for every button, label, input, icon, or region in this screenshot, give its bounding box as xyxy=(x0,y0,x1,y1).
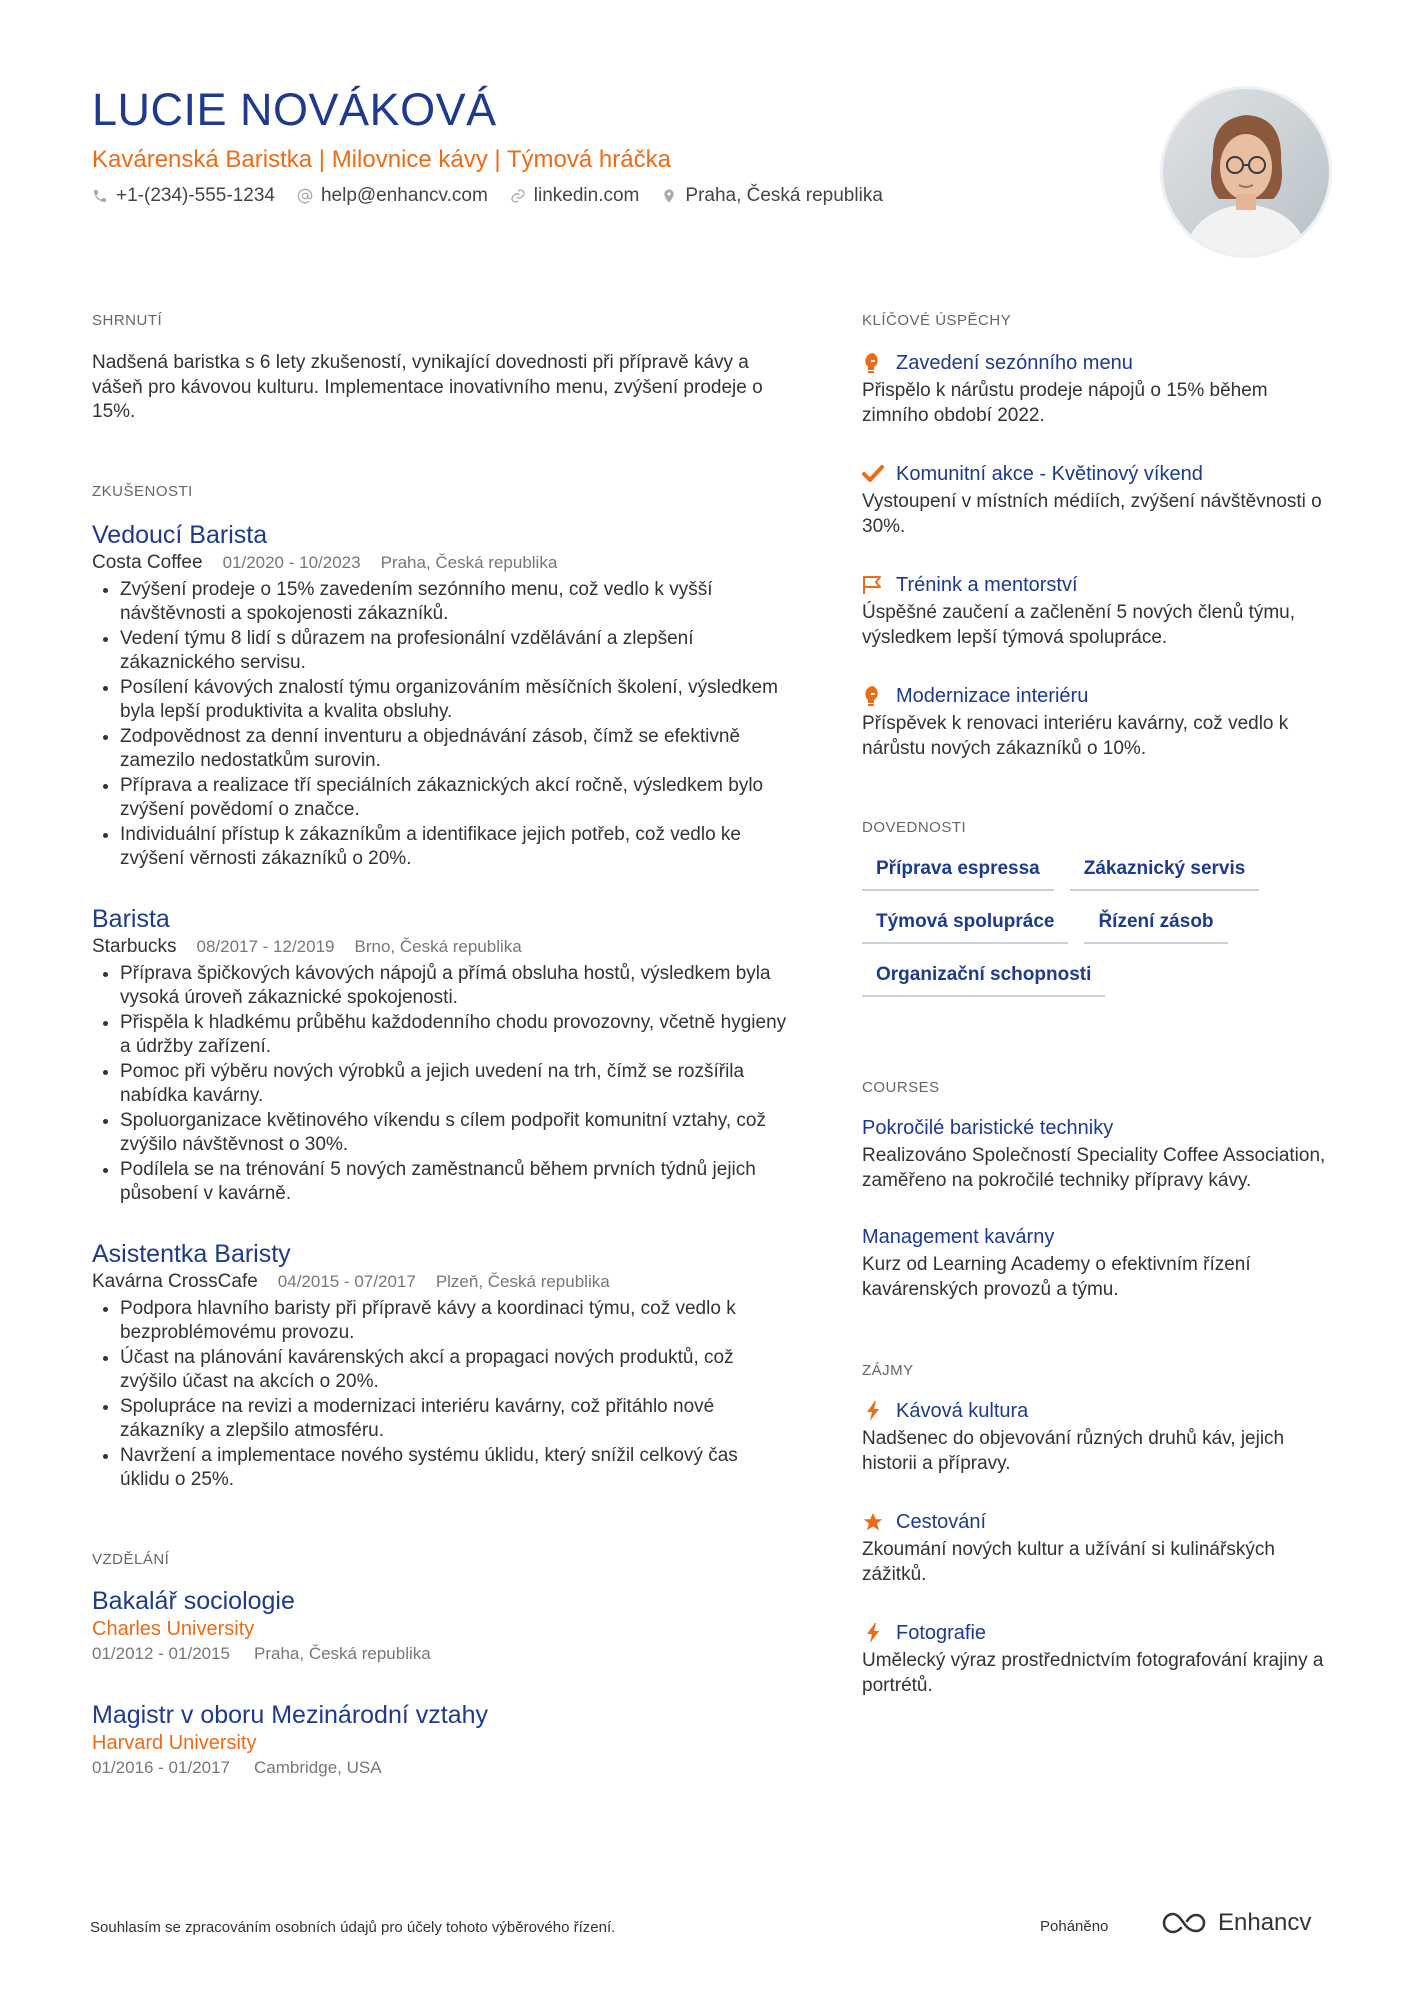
course-title: Pokročilé baristické techniky xyxy=(862,1117,1114,1139)
interest-title: Fotografie xyxy=(896,1622,987,1644)
course-item xyxy=(862,1114,1332,1193)
star-icon xyxy=(862,1511,884,1533)
left-column xyxy=(92,312,792,1780)
interest-title: Cestování xyxy=(896,1511,987,1533)
lightbulb-icon xyxy=(862,685,884,707)
powered-by-label: Poháněno xyxy=(1040,1918,1109,1935)
contact-phone[interactable] xyxy=(92,185,275,207)
job-bullets xyxy=(92,1297,792,1493)
bullet-item: • Účast na plánování kavárenských akcí a propagaci nových produktů, což zvýšilo účast na akcích o 20%. xyxy=(120,1346,792,1395)
bullet-item: • Zodpovědnost za denní inventuru a objednávání zásob, čímž se efektivně zamezilo nedostatkům surovin. xyxy=(120,725,792,774)
school: Charles University xyxy=(92,1617,255,1640)
bullet-item: • Posílení kávových znalostí týmu organizováním měsíčních školení, výsledkem byla lepší produktivita a kvalita obsluhy. xyxy=(120,676,792,725)
interests-heading: ZÁJMY xyxy=(862,1362,914,1379)
location-pin-icon xyxy=(661,188,677,204)
interest-desc: Umělecký výraz prostřednictvím fotografování krajiny a portrétů. xyxy=(862,1650,1324,1696)
job-dates: 01/2020 - 10/2023 xyxy=(222,552,361,572)
achievement-title: Modernizace interiéru xyxy=(896,685,1089,707)
interest-desc: Zkoumání nových kultur a užívání si kulinářských zážitků. xyxy=(862,1539,1275,1585)
skills-list xyxy=(862,850,1342,1009)
contact-location xyxy=(661,185,883,207)
achievement-desc: Příspěvek k renovaci interiéru kavárny, což vedlo k nárůstu nových zákazníků o 10%. xyxy=(862,713,1289,759)
job-title: Barista xyxy=(92,904,170,933)
bullet-item: • Individuální přístup k zákazníkům a identifikace jejich potřeb, což vedlo ke zvýšení věrnosti zákazníků o 20%. xyxy=(120,823,792,872)
bullet-item: • Podílela se na trénování 5 nových zaměstnanců během prvních týdnů jejich působení v kavárně. xyxy=(120,1158,792,1207)
education-meta xyxy=(92,1642,792,1666)
achievement-title: Zavedení sezónního menu xyxy=(896,352,1133,374)
job-location: Brno, Česká republika xyxy=(354,936,522,956)
course-desc: Realizováno Společností Speciality Coffee Association, zaměřeno na pokročilé techniky přípravy kávy. xyxy=(862,1145,1326,1191)
tagline-item: Týmová hráčka xyxy=(506,146,671,173)
job-meta xyxy=(92,1269,792,1295)
brand-logo[interactable] xyxy=(1160,1909,1311,1937)
interest-item xyxy=(862,1397,1332,1476)
portrait-image xyxy=(1163,89,1329,255)
flag-icon xyxy=(862,574,884,596)
job-entry xyxy=(92,904,792,1207)
degree: Bakalář sociologie xyxy=(92,1586,295,1615)
location-text: Praha, Česká republika xyxy=(685,185,883,206)
bullet-item: • Navržení a implementace nového systému úklidu, který snížil celkový čas úklidu o 25%. xyxy=(120,1444,792,1493)
experience-heading: ZKUŠENOSTI xyxy=(92,482,193,500)
bullet-item: • Pomoc při výběru nových výrobků a jejich uvedení na trh, čímž se rozšířila nabídka kavárny. xyxy=(120,1060,792,1109)
job-bullets xyxy=(92,962,792,1207)
achievement-item xyxy=(862,682,1332,761)
contact-email[interactable] xyxy=(297,185,488,207)
lightbulb-icon xyxy=(862,352,884,374)
achievement-title: Komunitní akce - Květinový víkend xyxy=(896,463,1203,485)
company: Kavárna CrossCafe xyxy=(92,1270,258,1292)
job-location: Praha, Česká republika xyxy=(380,552,558,572)
brand-name: Enhancv xyxy=(1218,1909,1312,1936)
education-location: Cambridge, USA xyxy=(254,1757,382,1777)
achievements-heading: KLÍČOVÉ ÚSPĚCHY xyxy=(862,312,1012,329)
at-icon xyxy=(297,188,313,204)
company: Starbucks xyxy=(92,935,177,957)
lightning-icon xyxy=(862,1622,884,1644)
bullet-item: • Přispěla k hladkému průběhu každodenního chodu provozovny, včetně hygieny a údržby zařízení. xyxy=(120,1011,792,1060)
consent-note: Souhlasím se zpracováním osobních údajů pro účely tohoto výběrového řízení. xyxy=(90,1919,616,1936)
enhancv-logo-icon xyxy=(1160,1910,1208,1936)
interest-item xyxy=(862,1619,1332,1698)
achievement-desc: Přispělo k nárůstu prodeje nápojů o 15% během zimního období 2022. xyxy=(862,380,1268,426)
bullet-item: • Podpora hlavního baristy při přípravě kávy a koordinaci týmu, což vedlo k bezproblémovému provozu. xyxy=(120,1297,792,1346)
achievement-desc: Úspěšné zaučení a začlenění 5 nových členů týmu, výsledkem lepší týmová spolupráce. xyxy=(862,602,1296,648)
achievement-item xyxy=(862,349,1332,428)
job-title: Vedoucí Barista xyxy=(92,520,268,549)
contact-bar xyxy=(92,185,883,207)
link-icon xyxy=(510,188,526,204)
job-location: Plzeň, Česká republika xyxy=(435,1271,610,1291)
interest-item xyxy=(862,1508,1332,1587)
education-dates: 01/2012 - 01/2015 xyxy=(92,1643,231,1663)
tagline-item: Kavárenská Baristka xyxy=(92,146,313,173)
course-item xyxy=(862,1223,1332,1302)
education-dates: 01/2016 - 01/2017 xyxy=(92,1757,231,1777)
education-entry xyxy=(92,1586,792,1666)
courses-heading: COURSES xyxy=(862,1079,940,1096)
job-dates: 04/2015 - 07/2017 xyxy=(277,1271,416,1291)
achievement-title: Trénink a mentorství xyxy=(896,574,1078,596)
bullet-item: • Příprava špičkových kávových nápojů a přímá obsluha hostů, výsledkem byla vysoká úroveň zákaznické spokojenosti. xyxy=(120,962,792,1011)
skill-tag: Řízení zásob xyxy=(1084,903,1227,944)
candidate-name: LUCIE NOVÁKOVÁ xyxy=(92,84,497,135)
achievement-item xyxy=(862,571,1332,650)
course-title: Management kavárny xyxy=(862,1226,1055,1248)
summary-text: Nadšená baristka s 6 lety zkušeností, vynikající dovednosti při přípravě kávy a vášeň pro kávovou kulturu. Implementace inovativního menu, zvýšení prodeje o 15%. xyxy=(92,352,763,422)
checkmark-icon xyxy=(862,463,884,485)
bullet-item: • Spoluorganizace květinového víkendu s cílem podpořit komunitní vztahy, což zvýšilo návštěvnost o 30%. xyxy=(120,1109,792,1158)
job-bullets xyxy=(92,578,792,872)
school: Harvard University xyxy=(92,1731,257,1754)
linkedin-text: linkedin.com xyxy=(533,185,640,206)
education-location: Praha, Česká republika xyxy=(254,1643,431,1663)
company: Costa Coffee xyxy=(92,551,203,573)
education-meta xyxy=(92,1756,792,1780)
email-text: help@enhancv.com xyxy=(320,185,488,206)
education-heading: VZDĚLÁNÍ xyxy=(92,1550,170,1568)
skill-tag: Organizační schopnosti xyxy=(862,956,1105,997)
job-meta xyxy=(92,550,792,576)
degree: Magistr v oboru Mezinárodní vztahy xyxy=(92,1700,489,1729)
skill-tag: Zákaznický servis xyxy=(1070,850,1260,891)
profile-photo xyxy=(1160,86,1332,258)
job-dates: 08/2017 - 12/2019 xyxy=(196,936,335,956)
achievement-desc: Vystoupení v místních médiích, zvýšení návštěvnosti o 30%. xyxy=(862,491,1322,537)
contact-linkedin[interactable] xyxy=(510,185,640,207)
tagline-item: Milovnice kávy xyxy=(331,146,488,173)
tagline xyxy=(92,146,671,174)
bullet-item: • Zvýšení prodeje o 15% zavedením sezónního menu, což vedlo k vyšší návštěvnosti a spokojenosti zákazníků. xyxy=(120,578,792,627)
phone-text: +1-(234)-555-1234 xyxy=(116,185,275,206)
interest-desc: Nadšenec do objevování různých druhů káv, jejich historii a přípravy. xyxy=(862,1428,1285,1474)
job-title: Asistentka Baristy xyxy=(92,1239,291,1268)
tagline-separator: | xyxy=(494,146,501,173)
skills-heading: DOVEDNOSTI xyxy=(862,819,967,836)
achievement-item xyxy=(862,460,1332,539)
bullet-item: • Příprava a realizace tří speciálních zákaznických akcí ročně, výsledkem bylo zvýšení povědomí o značce. xyxy=(120,774,792,823)
lightning-icon xyxy=(862,1400,884,1422)
skill-tag: Týmová spolupráce xyxy=(862,903,1068,944)
tagline-separator: | xyxy=(318,146,326,173)
right-column xyxy=(862,312,1332,1698)
job-entry xyxy=(92,520,792,872)
bullet-item: • Spolupráce na revizi a modernizaci interiéru kavárny, což přitáhlo nové zákazníky a zlepšilo atmosféru. xyxy=(120,1395,792,1444)
phone-icon xyxy=(92,188,108,204)
education-entry xyxy=(92,1700,792,1780)
job-meta xyxy=(92,934,792,960)
course-desc: Kurz od Learning Academy o efektivním řízení kavárenských provozů a týmu. xyxy=(862,1254,1251,1300)
bullet-item: • Vedení týmu 8 lidí s důrazem na profesionální vzdělávání a zlepšení zákaznického servisu. xyxy=(120,627,792,676)
skill-tag: Příprava espressa xyxy=(862,850,1054,891)
interest-title: Kávová kultura xyxy=(896,1400,1029,1422)
job-entry xyxy=(92,1239,792,1493)
summary-heading: SHRNUTÍ xyxy=(92,312,163,329)
